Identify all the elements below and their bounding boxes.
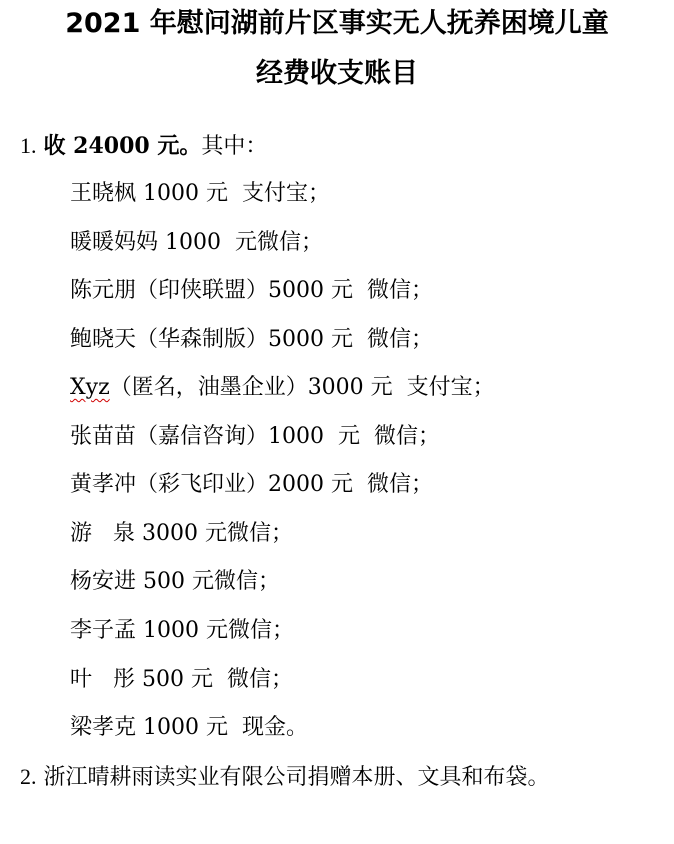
donor-detail: 1000 元 现金。 bbox=[136, 715, 308, 740]
donor-entry bbox=[70, 276, 433, 306]
donor-detail: （华森制版）5000 元 微信； bbox=[136, 327, 433, 352]
donor-detail: （匿名，油墨企业）3000 元 支付宝； bbox=[109, 375, 495, 400]
income-total: 收 24000 元。 bbox=[43, 133, 202, 159]
donor-entry bbox=[70, 616, 294, 646]
donor-entry bbox=[70, 228, 323, 258]
donor-name: 鲍晓天 bbox=[70, 327, 137, 352]
donor-name: 游 泉 bbox=[70, 521, 135, 546]
donor-detail: 500 元 微信； bbox=[134, 667, 293, 692]
donor-entry bbox=[70, 519, 293, 549]
document-title-line-1: 2021 年慰问湖前片区事实无人抚养困境儿童 bbox=[65, 8, 609, 39]
donor-name: Xyz bbox=[70, 375, 110, 400]
item-number: 2. bbox=[20, 764, 37, 789]
donor-detail: （彩飞印业）2000 元 微信； bbox=[136, 472, 433, 497]
donor-detail: 500 元微信； bbox=[136, 569, 280, 594]
income-suffix: 其中： bbox=[201, 134, 268, 159]
donor-entry bbox=[70, 373, 495, 403]
donor-detail: 1000 元微信； bbox=[158, 230, 323, 255]
donation-text: 浙江晴耕雨读实业有限公司捐赠本册、文具和布袋。 bbox=[43, 765, 550, 790]
donor-name: 叶 彤 bbox=[70, 667, 135, 692]
income-summary bbox=[20, 131, 267, 162]
donor-name: 黄孝冲 bbox=[70, 472, 137, 497]
donor-name: 李子孟 bbox=[70, 618, 137, 643]
donor-entry bbox=[70, 470, 433, 500]
item-number: 1. bbox=[20, 133, 37, 158]
donor-name: 暖暖妈妈 bbox=[70, 230, 159, 255]
donor-detail: 3000 元微信； bbox=[134, 521, 293, 546]
donor-detail: 1000 元微信； bbox=[136, 618, 294, 643]
donor-detail: （印侠联盟）5000 元 微信； bbox=[136, 278, 433, 303]
donor-entry bbox=[70, 422, 440, 452]
donor-entry bbox=[70, 179, 330, 209]
donor-entry bbox=[70, 713, 308, 743]
donor-name: 张苗苗 bbox=[70, 424, 137, 449]
donor-entry bbox=[70, 567, 280, 597]
donor-detail: 1000 元 支付宝； bbox=[136, 181, 330, 206]
donor-name: 杨安进 bbox=[70, 569, 137, 594]
document-title-line-2: 经费收支账目 bbox=[256, 58, 418, 89]
donor-name: 王晓枫 bbox=[70, 181, 137, 206]
donor-entry bbox=[70, 325, 433, 355]
in-kind-donation bbox=[20, 762, 550, 793]
donor-name: 梁孝克 bbox=[70, 715, 137, 740]
donor-name: 陈元朋 bbox=[70, 278, 137, 303]
donor-detail: （嘉信咨询）1000 元 微信； bbox=[136, 424, 440, 449]
donor-entry bbox=[70, 665, 293, 695]
